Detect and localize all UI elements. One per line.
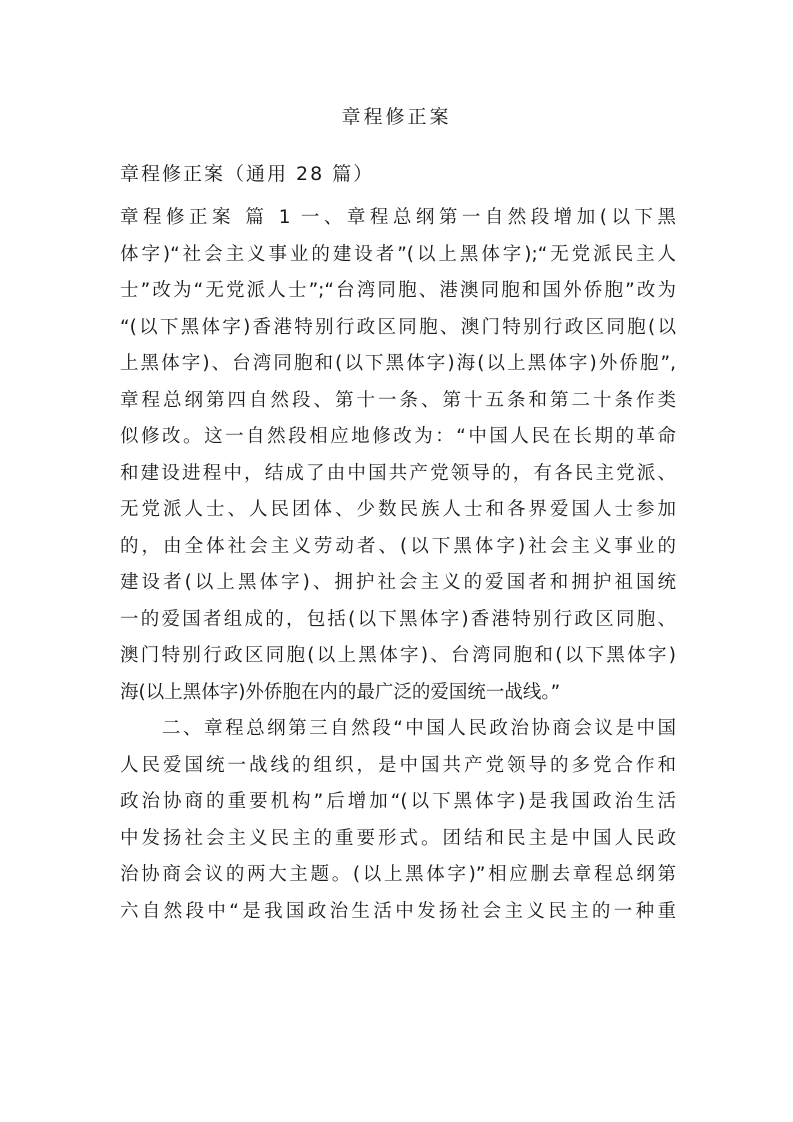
body-line: 海(以上黑体字)外侨胞在内的最广泛的爱国统一战线。” — [120, 681, 561, 703]
body-line: 六自然段中“是我国政治生活中发扬社会主义民主的一种重 — [120, 900, 676, 922]
body-line: 人民爱国统一战线的组织，是中国共产党领导的多党合作和 — [120, 754, 676, 776]
body-line: 中发扬社会主义民主的重要形式。团结和民主是中国人民政 — [120, 827, 676, 849]
body-line: 无党派人士、人民团体、少数民族人士和各界爱国人士参加 — [120, 499, 676, 520]
body-line: 士”改为“无党派人士”;“台湾同胞、港澳同胞和国外侨胞”改为 — [120, 280, 677, 301]
body-line: 和建设进程中，结成了由中国共产党领导的，有各民主党派、 — [120, 462, 676, 484]
body-line: 二、章程总纲第三自然段“中国人民政治协商会议是中国 — [120, 718, 676, 739]
body-line: 的，由全体社会主义劳动者、(以下黑体字)社会主义事业的 — [120, 535, 676, 557]
body-line: 澳门特别行政区同胞(以上黑体字)、台湾同胞和(以下黑体字) — [120, 645, 676, 666]
body-line: 似修改。这一自然段相应地修改为：“中国人民在长期的革命 — [120, 426, 676, 447]
body-line: 治协商会议的两大主题。(以上黑体字)”相应删去章程总纲第 — [120, 864, 676, 885]
document-body — [120, 200, 676, 930]
body-line: 章程修正案 篇 1 一、章程总纲第一自然段增加(以下黑 — [120, 207, 676, 228]
body-line: 上黑体字)、台湾同胞和(以下黑体字)海(以上黑体字)外侨胞”, — [120, 353, 676, 374]
body-line: “(以下黑体字)香港特别行政区同胞、澳门特别行政区同胞(以 — [120, 316, 676, 338]
document-subtitle: 章程修正案（通用 28 篇） — [120, 163, 375, 185]
body-line: 建设者(以上黑体字)、拥护社会主义的爱国者和拥护祖国统 — [120, 572, 676, 593]
body-line: 体字)“社会主义事业的建设者”(以上黑体字);“无党派民主人 — [120, 243, 676, 265]
body-line: 章程总纲第四自然段、第十一条、第十五条和第二十条作类 — [120, 389, 676, 411]
body-line: 政治协商的重要机构”后增加“(以下黑体字)是我国政治生活 — [120, 791, 676, 812]
document-title: 章程修正案 — [341, 106, 452, 128]
body-line: 一的爱国者组成的，包括(以下黑体字)香港特别行政区同胞、 — [120, 608, 676, 630]
